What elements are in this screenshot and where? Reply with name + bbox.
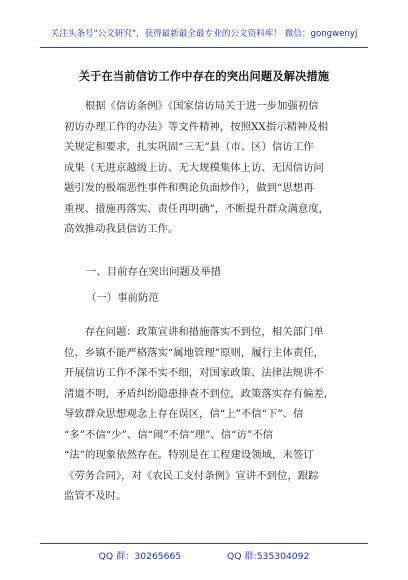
paragraph-line: 监管不及时。 bbox=[64, 490, 127, 502]
paragraph-line: 重视、措施再落实、责任再明确”，不断提升群众满意度， bbox=[64, 202, 330, 215]
paragraph-line: 开展信访工作不深不实不细，对国家政策、法律法规讲不 bbox=[64, 367, 324, 379]
section-heading: 一、目前存在突出问题及举措 bbox=[86, 266, 222, 278]
footer-divider bbox=[40, 543, 368, 544]
header-banner-text: 关注头条号"公文研究"，获得最新最全最专业的公文资料库！ 微信：gongwenyj bbox=[50, 29, 358, 39]
paragraph-line: 题引发的极端恶性事件和舆论负面炒作），做到“思想再 bbox=[64, 182, 314, 194]
header-divider bbox=[40, 47, 368, 48]
footer bbox=[0, 550, 408, 564]
paragraph-line: 关规定和要求，扎实巩固“三无”县（市、区）信访工作 bbox=[64, 141, 314, 153]
subsection-heading: （一）事前防范 bbox=[86, 292, 159, 304]
paragraph-line: “多”不信“少”、信“闹”不信“理”、信“访”不信 bbox=[64, 428, 273, 441]
paragraph-line: “法”的现象依然存在。特别是在工程建设领域，未签订 bbox=[64, 449, 314, 461]
footer-qq-group-1: QQ 群：30265665 bbox=[98, 551, 182, 562]
intro-paragraph bbox=[64, 96, 346, 240]
paragraph-line: 成果（无进京越级上访、无大规模集体上访、无因信访问 bbox=[64, 161, 324, 174]
paragraph-line: 清道不明，矛盾纠纷隐患排查不到位，政策落实存有偏差， bbox=[64, 387, 335, 400]
paragraph-line: 位、乡镇不能严格落实“属地管理”原则，履行主体责任， bbox=[64, 346, 324, 359]
paragraph-line: 存在问题：政策宣讲和措施落实不到位，相关部门单 bbox=[64, 326, 324, 338]
header-banner bbox=[0, 0, 408, 48]
paragraph-line: 《劳务合同》，对《农民工支付条例》宣讲不到位，跟踪 bbox=[64, 469, 319, 482]
paragraph-line: 根据《信访条例》《国家信访局关于进一步加强初信 bbox=[64, 100, 319, 112]
document-title: 关于在当前信访工作中存在的突出问题及解决措施 bbox=[78, 69, 330, 83]
paragraph-line: 高效推动我县信访工作。 bbox=[64, 223, 179, 235]
paragraph-line: 初访办理工作的办法》等文件精神，按照XX指示精神及相 bbox=[64, 120, 329, 133]
paragraph-line: 导致群众思想观念上存在误区，信“上”不信“下”、信 bbox=[64, 408, 304, 420]
footer-qq-group-2: QQ 群:535304092 bbox=[227, 551, 310, 562]
body-paragraph bbox=[64, 322, 346, 507]
